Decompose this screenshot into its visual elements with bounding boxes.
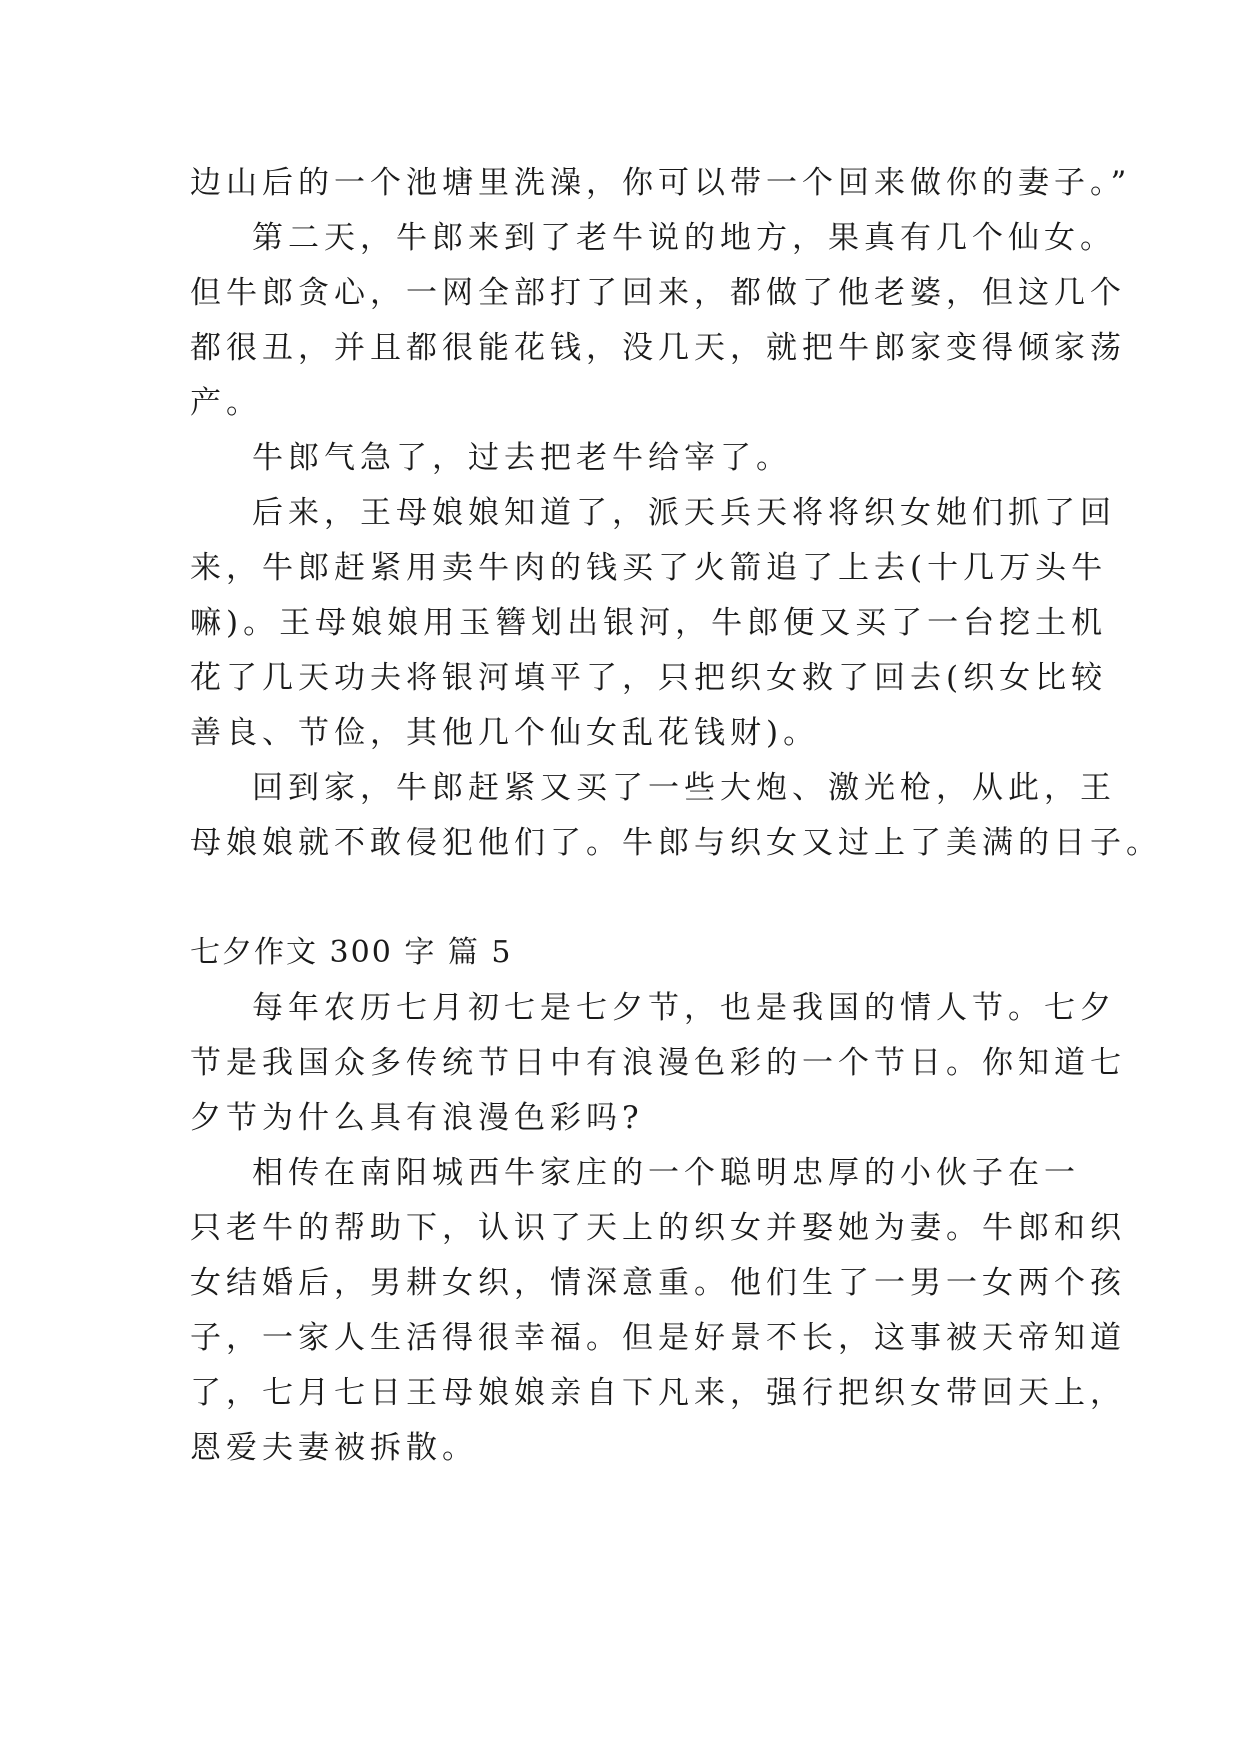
paragraph-line: 了，七月七日王母娘娘亲自下凡来，强行把织女带回天上，	[190, 1375, 1126, 1411]
paragraph-line: 但牛郎贪心，一网全部打了回来，都做了他老婆，但这几个	[190, 275, 1126, 311]
paragraph-line: 回到家，牛郎赶紧又买了一些大炮、激光枪，从此，王	[252, 770, 1116, 806]
paragraph-line: 嘛)。王母娘娘用玉簪划出银河，牛郎便又买了一台挖土机	[190, 605, 1108, 641]
paragraph-line: 恩爱夫妻被拆散。	[190, 1430, 478, 1466]
paragraph-line: 都很丑，并且都很能花钱，没几天，就把牛郎家变得倾家荡	[190, 330, 1126, 366]
paragraph-line: 边山后的一个池塘里洗澡，你可以带一个回来做你的妻子。”	[190, 165, 1132, 201]
paragraph-line: 夕节为什么具有浪漫色彩吗?	[190, 1100, 644, 1136]
paragraph-line: 第二天，牛郎来到了老牛说的地方，果真有几个仙女。	[252, 220, 1116, 256]
paragraph-line: 牛郎气急了，过去把老牛给宰了。	[252, 440, 792, 476]
paragraph-line: 相传在南阳城西牛家庄的一个聪明忠厚的小伙子在一	[252, 1155, 1080, 1191]
paragraph-line: 节是我国众多传统节日中有浪漫色彩的一个节日。你知道七	[190, 1045, 1126, 1081]
section-heading: 七夕作文 300 字 篇 5	[190, 935, 513, 970]
paragraph-line: 每年农历七月初七是七夕节，也是我国的情人节。七夕	[252, 990, 1116, 1026]
paragraph-line: 花了几天功夫将银河填平了，只把织女救了回去(织女比较	[190, 660, 1108, 696]
paragraph-line: 女结婚后，男耕女织，情深意重。他们生了一男一女两个孩	[190, 1265, 1126, 1301]
paragraph-line: 母娘娘就不敢侵犯他们了。牛郎与织女又过上了美满的日子。	[190, 825, 1162, 861]
paragraph-line: 只老牛的帮助下，认识了天上的织女并娶她为妻。牛郎和织	[190, 1210, 1126, 1246]
paragraph-line: 善良、节俭，其他几个仙女乱花钱财)。	[190, 715, 820, 751]
paragraph-line: 后来，王母娘娘知道了，派天兵天将将织女她们抓了回	[252, 495, 1116, 531]
paragraph-line: 来，牛郎赶紧用卖牛肉的钱买了火箭追了上去(十几万头牛	[190, 550, 1108, 586]
paragraph-line: 产。	[190, 385, 262, 421]
paragraph-line: 子，一家人生活得很幸福。但是好景不长，这事被天帝知道	[190, 1320, 1126, 1356]
